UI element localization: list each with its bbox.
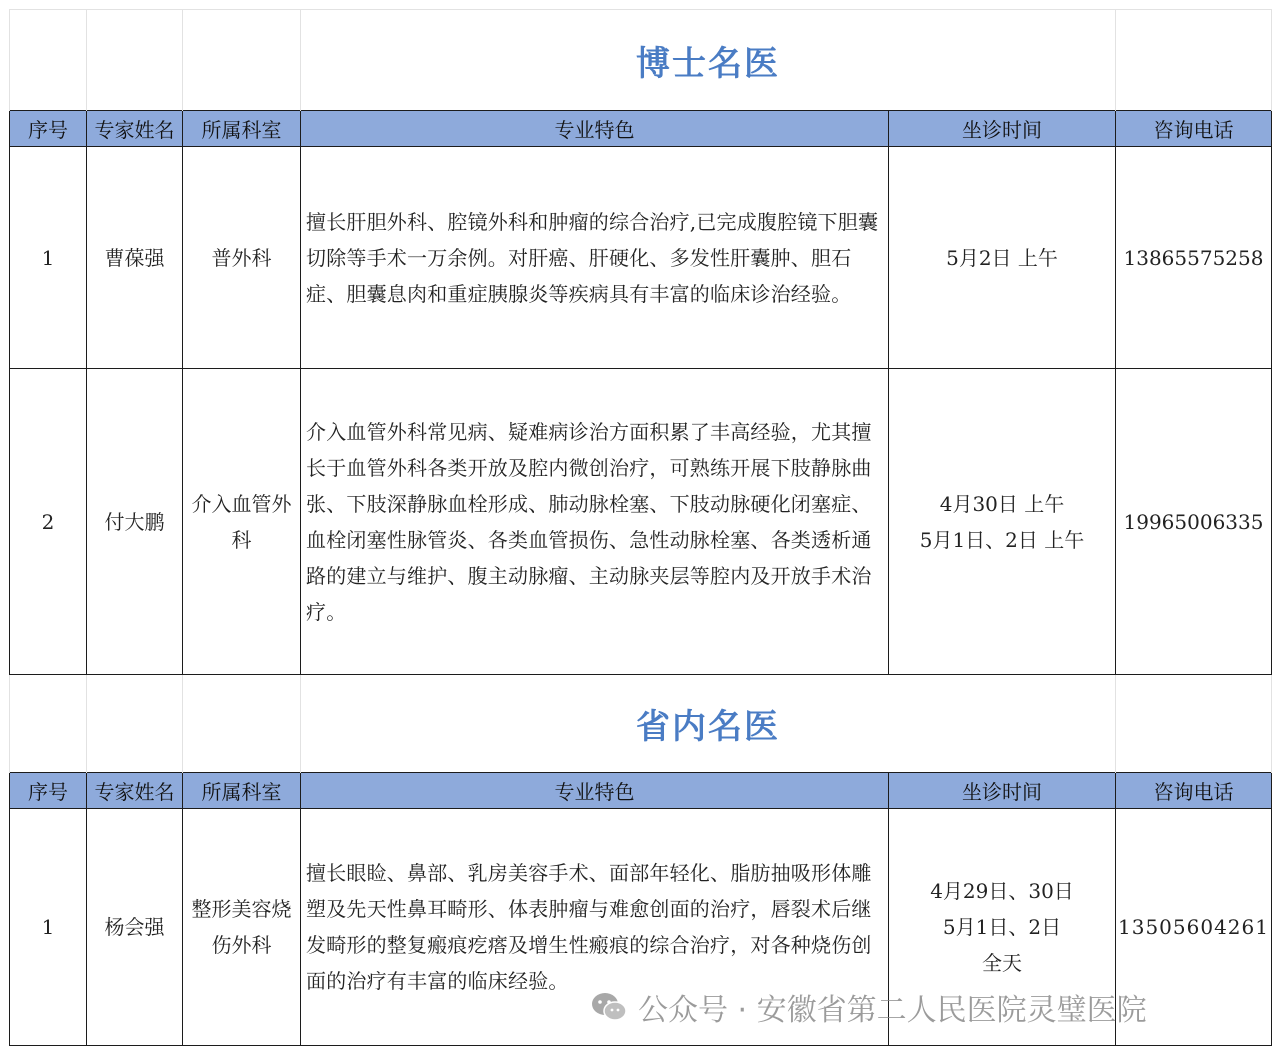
table-row <box>10 369 1272 675</box>
header-no: 序号 <box>10 773 87 809</box>
header-dept: 所属科室 <box>183 773 301 809</box>
header-specialty: 专业特色 <box>301 111 889 147</box>
header-time: 坐诊时间 <box>889 111 1116 147</box>
clinic-time-line: 5月1日、2日 上午 <box>919 527 1085 552</box>
clinic-time <box>889 369 1116 675</box>
phone-number: 19965006335 <box>1116 369 1272 675</box>
department: 介入血管外科 <box>183 369 301 675</box>
watermark <box>590 984 1147 1030</box>
phone-number: 13865575258 <box>1116 147 1272 369</box>
header-phone: 咨询电话 <box>1116 773 1272 809</box>
header-time: 坐诊时间 <box>889 773 1116 809</box>
doctor-schedule-table <box>9 9 1272 1046</box>
clinic-time-line: 4月30日 上午 <box>939 491 1065 516</box>
department: 普外科 <box>183 147 301 369</box>
doctor-name: 杨会强 <box>87 809 183 1046</box>
header-phone: 咨询电话 <box>1116 111 1272 147</box>
clinic-time <box>889 147 1116 369</box>
header-name: 专家姓名 <box>87 773 183 809</box>
row-no: 1 <box>10 809 87 1046</box>
header-no: 序号 <box>10 111 87 147</box>
section2-title: 省内名医 <box>301 675 1116 773</box>
clinic-time-line: 5月2日 上午 <box>946 245 1058 270</box>
wechat-icon <box>590 991 628 1023</box>
section2-header-row <box>10 773 1272 809</box>
phone-number: 13505604261 <box>1116 809 1272 1046</box>
header-specialty: 专业特色 <box>301 773 889 809</box>
section2-title-row <box>10 675 1272 773</box>
doctor-name: 付大鹏 <box>87 369 183 675</box>
row-no: 1 <box>10 147 87 369</box>
schedule-sheet <box>9 9 1271 1046</box>
clinic-time-line: 4月29日、30日 <box>930 879 1074 903</box>
department: 整形美容烧伤外科 <box>183 809 301 1046</box>
table-row <box>10 147 1272 369</box>
row-no: 2 <box>10 369 87 675</box>
header-dept: 所属科室 <box>183 111 301 147</box>
section1-title: 博士名医 <box>301 10 1116 111</box>
section1-header-row <box>10 111 1272 147</box>
clinic-time-line: 5月1日、2日 <box>942 915 1062 939</box>
header-name: 专家姓名 <box>87 111 183 147</box>
watermark-text: 公众号 · 安徽省第二人民医院灵璧医院 <box>638 993 1147 1028</box>
doctor-name: 曹葆强 <box>87 147 183 369</box>
specialty-text: 介入血管外科常见病、疑难病诊治方面积累了丰高经验，尤其擅长于血管外科各类开放及腔内微创治疗，可熟练开展下肢静脉曲张、下肢深静脉血栓形成、肺动脉栓塞、下肢动脉硬化闭塞症、血栓闭塞性脉管炎、各类血管损伤、急性动脉栓塞、各类透析通路的建立与维护、腹主动脉瘤、主动脉夹层等腔内及开放手术治疗。 <box>301 369 889 675</box>
clinic-time-line: 全天 <box>982 951 1022 975</box>
specialty-text: 擅长肝胆外科、腔镜外科和肿瘤的综合治疗,已完成腹腔镜下胆囊切除等手术一万余例。对肝癌、肝硬化、多发性肝囊肿、胆石症、胆囊息肉和重症胰腺炎等疾病具有丰富的临床诊治经验。 <box>301 147 889 369</box>
section1-title-row <box>10 10 1272 111</box>
specialty-text: 擅长眼睑、鼻部、乳房美容手术、面部年轻化、脂肪抽吸形体雕塑及先天性鼻耳畸形、体表肿瘤与难愈创面的治疗，唇裂术后继发畸形的整复瘢痕疙瘩及增生性瘢痕的综合治疗，对各种烧伤创面的治疗有丰富的临床经验。 <box>301 809 889 1046</box>
